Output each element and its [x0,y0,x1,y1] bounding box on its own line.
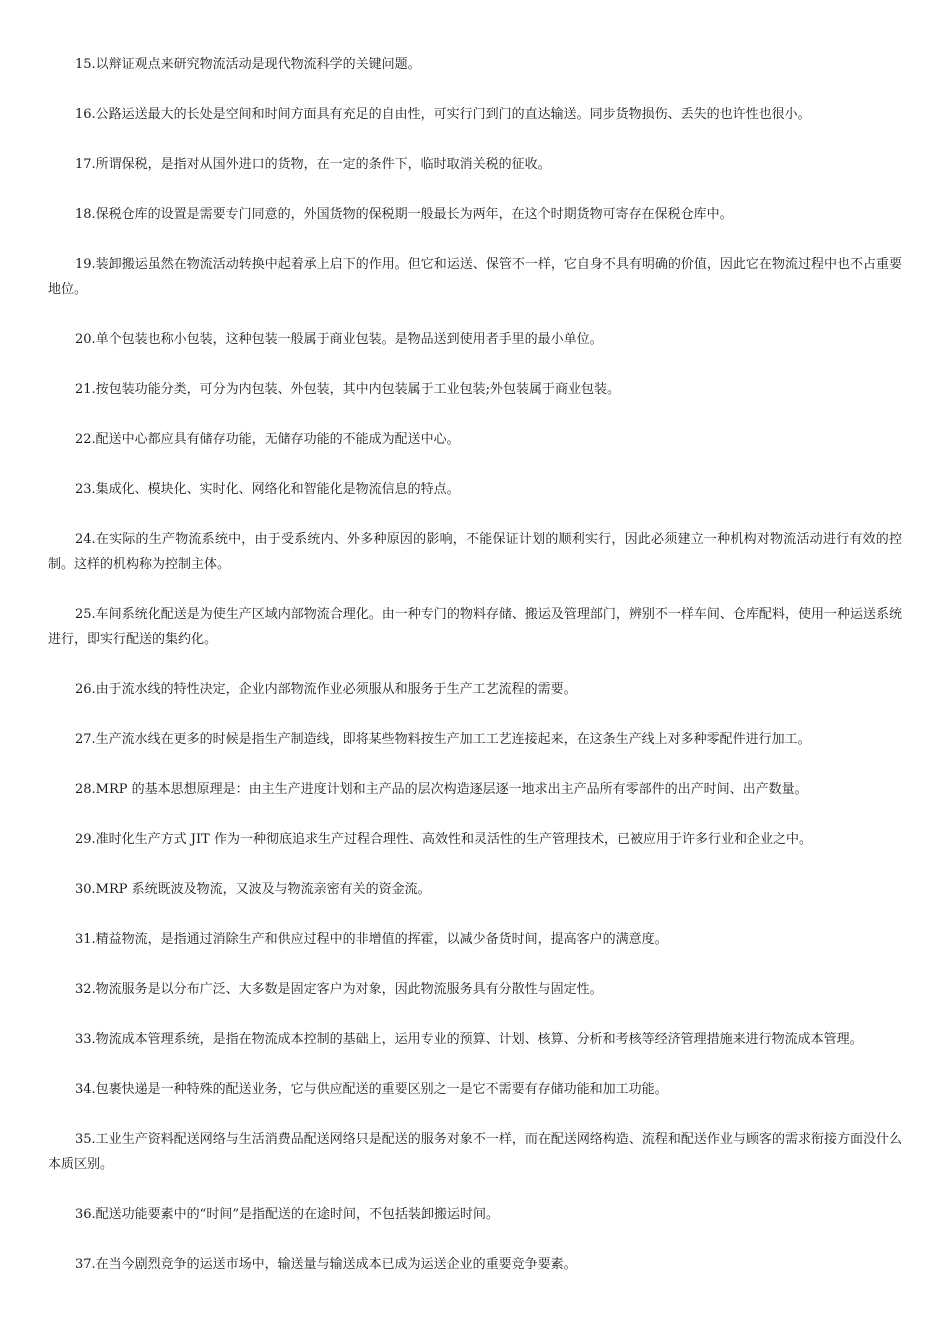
list-item: 17.所谓保税，是指对从国外进口的货物，在一定的条件下，临时取消关税的征收。 [75,157,551,172]
list-item: 33.物流成本管理系统，是指在物流成本控制的基础上，运用专业的预算、计划、核算、分析和考核等经济管理措施来进行物流成本管理。 [75,1032,863,1047]
list-item: 15.以辩证观点来研究物流活动是现代物流科学的关键问题。 [75,57,421,72]
list-item: 22.配送中心都应具有储存功能，无储存功能的不能成为配送中心。 [75,432,460,447]
list-item: 25.车间系统化配送是为使生产区域内部物流合理化。由一种专门的物料存储、搬运及管理部门，辨别不一样车间、仓库配料，使用一种运送系统进行，即实行配送的集约化。 [48,607,902,647]
list-item: 30.MRP 系统既波及物流，又波及与物流亲密有关的资金流。 [75,882,431,897]
list-item: 31.精益物流，是指通过消除生产和供应过程中的非增值的挥霍，以减少备货时间，提高客户的满意度。 [75,932,668,947]
list-item: 27.生产流水线在更多的时候是指生产制造线，即将某些物料按生产加工工艺连接起来，在这条生产线上对多种零配件进行加工。 [75,732,811,747]
list-item: 28.MRP 的基本思想原理是：由主生产进度计划和主产品的层次构造逐层逐一地求出主产品所有零部件的出产时间、出产数量。 [75,782,808,797]
list-item: 21.按包装功能分类，可分为内包装、外包装，其中内包装属于工业包装;外包装属于商业包装。 [75,382,621,397]
list-item: 32.物流服务是以分布广泛、大多数是固定客户为对象，因此物流服务具有分散性与固定性。 [75,982,603,997]
list-item: 16.公路运送最大的长处是空间和时间方面具有充足的自由性，可实行门到门的直达输送。同步货物损伤、丢失的也许性也很小。 [75,107,811,122]
list-item: 18.保税仓库的设置是需要专门同意的，外国货物的保税期一般最长为两年，在这个时期货物可寄存在保税仓库中。 [75,207,733,222]
list-item: 24.在实际的生产物流系统中，由于受系统内、外多种原因的影响，不能保证计划的顺利实行，因此必须建立一种机构对物流活动进行有效的控制。这样的机构称为控制主体。 [48,532,902,572]
list-item: 35.工业生产资料配送网络与生活消费品配送网络只是配送的服务对象不一样，而在配送网络构造、流程和配送作业与顾客的需求衔接方面没什么本质区别。 [48,1132,902,1172]
question-list [48,52,902,1277]
list-item: 37.在当今剧烈竞争的运送市场中，输送量与输送成本已成为运送企业的重要竞争要素。 [75,1257,577,1272]
list-item: 36.配送功能要素中的“时间”是指配送的在途时间，不包括装卸搬运时间。 [75,1207,499,1222]
list-item: 26.由于流水线的特性决定，企业内部物流作业必须服从和服务于生产工艺流程的需要。 [75,682,577,697]
list-item: 34.包裹快递是一种特殊的配送业务，它与供应配送的重要区别之一是它不需要有存储功能和加工功能。 [75,1082,668,1097]
list-item: 29.准时化生产方式 JIT 作为一种彻底追求生产过程合理性、高效性和灵活性的生产管理技术，已被应用于许多行业和企业之中。 [75,832,812,847]
list-item: 20.单个包装也称小包装，这种包装一般属于商业包装。是物品送到使用者手里的最小单位。 [75,332,603,347]
list-item: 19.装卸搬运虽然在物流活动转换中起着承上启下的作用。但它和运送、保管不一样，它自身不具有明确的价值，因此它在物流过程中也不占重要地位。 [48,257,902,297]
list-item: 23.集成化、模块化、实时化、网络化和智能化是物流信息的特点。 [75,482,460,497]
